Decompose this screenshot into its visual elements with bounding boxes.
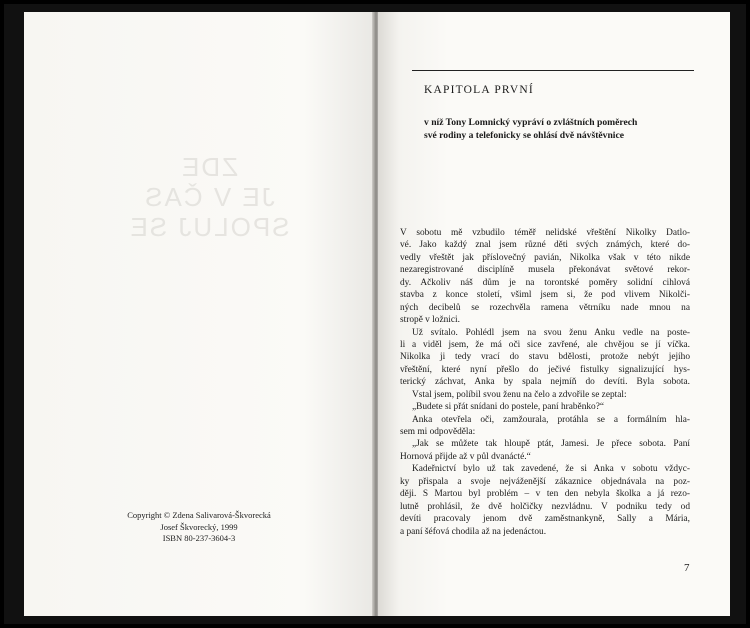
show-through-ghost-text: ZDE JE V ČAS SPOLUJ SE bbox=[128, 152, 290, 242]
imprint-author-line: Josef Škvorecký, 1999 bbox=[160, 521, 238, 532]
body-line: ky přispala a svoje nejváženější zákaznice objednávala na poz- bbox=[400, 476, 690, 487]
body-line: Kadeřnictví bylo už tak zavedené, že si Anka v sobotu vždyc- bbox=[412, 464, 690, 475]
page-number: 7 bbox=[684, 562, 690, 574]
body-line: lutně prohlásil, že dvě holčičky nezvládnu. V podniku tedy od bbox=[400, 501, 690, 512]
body-line: a paní šéfová chodila až na jedenáctou. bbox=[400, 526, 547, 537]
imprint-copyright-line: Copyright © Zdena Salivarová-Škvorecká bbox=[127, 510, 271, 520]
body-line: vřeštění, které nyní přešlo do ječivé fistulky signalizující hys- bbox=[400, 364, 690, 375]
imprint-isbn-line: ISBN 80-237-3604-3 bbox=[162, 533, 236, 543]
chapter-rule bbox=[412, 70, 694, 71]
body-line: devíti pracovaly jenom dvě zaměstnankyně, Sally a Mária, bbox=[400, 514, 690, 525]
body-line: nezaregistrované disciplíně musela překonávat světové rekor- bbox=[400, 265, 690, 276]
chapter-subtitle-line: v níž Tony Lomnický vypráví o zvláštních poměrech bbox=[424, 117, 638, 128]
body-line: vé. Jako každý znal jsem různé děti svých známých, které do- bbox=[400, 240, 690, 251]
body-line: vedly vřeštět jak příslovečný pavián, Nikolka však v této nikde bbox=[400, 252, 690, 263]
chapter-title: KAPITOLA PRVNÍ bbox=[424, 84, 534, 96]
body-line: li a viděl jsem, že má oči sice zavřené, ale chvějou se jí víčka. bbox=[400, 339, 690, 350]
body-line: „Jak se můžete tak hloupě ptát, Jamesi. Je přece sobota. Paní bbox=[412, 439, 690, 450]
body-line: stropě v ložnici. bbox=[400, 315, 460, 326]
chapter-subtitle bbox=[424, 116, 694, 142]
right-page bbox=[378, 12, 730, 616]
body-line: Už svítalo. Pohlédl jsem na svou ženu Anku vedle na poste- bbox=[412, 327, 690, 338]
chapter-body-text bbox=[400, 227, 690, 538]
body-line: dy. Ačkoliv náš dům je na torontské poměry solidní cihlová bbox=[400, 277, 690, 288]
body-line: ných decibelů se rozechvěla ramena větrníku nade mnou na bbox=[400, 302, 690, 313]
body-line: Anka otevřela oči, zamžourala, protáhla se a formálním hla- bbox=[412, 414, 690, 425]
chapter-subtitle-line: své rodiny a telefonicky se ohlásí dvě návštěvnice bbox=[424, 130, 624, 141]
book-spread bbox=[4, 4, 746, 624]
body-line: Nikolka ji tedy vrací do stavu bdělosti, protože nebýt jejího bbox=[400, 352, 690, 363]
left-page bbox=[24, 12, 374, 616]
body-line: Vstal jsem, políbil svou ženu na čelo a zdvořile se zeptal: bbox=[412, 389, 627, 400]
body-line: Hornová přijde až v půl dvanácté.“ bbox=[400, 451, 531, 462]
body-line: sem mi odpověděla: bbox=[400, 427, 476, 437]
copyright-imprint bbox=[24, 510, 374, 545]
body-line: terický záchvat, Anka by spala nejmíň do devíti. Byla sobota. bbox=[400, 377, 690, 388]
body-line: ději. S Martou byl problém – v ten den nebyla školka a já rezo- bbox=[400, 489, 690, 500]
body-line: V sobotu mě vzbudilo téměř nelidské vřeštění Nikolky Datlo- bbox=[400, 228, 690, 238]
body-line: stavba z konce století, všiml jsem si, že pod vlivem Nikolči- bbox=[400, 290, 690, 301]
body-line: „Budete si přát snídani do postele, paní hraběnko?“ bbox=[412, 402, 605, 413]
